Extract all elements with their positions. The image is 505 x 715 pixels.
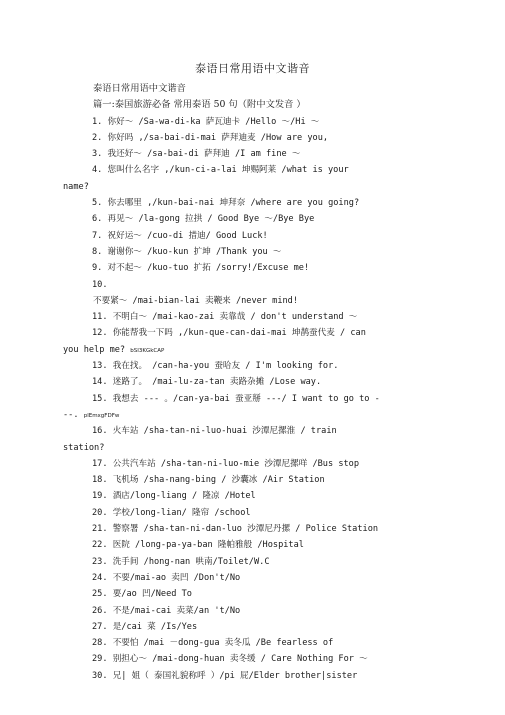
phrase-line-continued: name? [63, 181, 89, 192]
phrase-line: 19. 酒店/long-liang / 隆凉 /Hotel [92, 491, 256, 502]
phrase-line: 13. 我在找。 /can-ha-you 蚕哈友 / I'm looking for. [92, 361, 339, 372]
phrase-line: 21. 警察署 /sha-tan-ni-dan-luo 沙潭尼丹摞 / Police Station [92, 524, 379, 535]
phrase-line: 26. 不是/mai-cai 卖菜/an 't/No [92, 605, 241, 616]
phrase-line: 28. 不要怕 /mai －dong-gua 卖冬瓜 /Be fearless of [92, 638, 334, 649]
phrase-line: 12. 你能帮我一下吗 ,/kun-que-can-dai-mai 坤鹊蚕代麦 / can [92, 328, 366, 339]
document-title: 泰语日常用语中文谐音 [195, 62, 310, 75]
phrase-line: 6. 再见～ /la-gong 拉拱 / Good Bye ～/Bye Bye [92, 214, 315, 225]
phrase-line: 7. 祝好运～ /cuo-di 措迪/ Good Luck! [92, 230, 268, 241]
phrase-text: you help me? [63, 344, 131, 355]
phrase-line: 17. 公共汽车站 /sha-tan-ni-luo-mie 沙潭尼摞咩 /Bus stop [92, 458, 360, 469]
phrase-line: 18. 飞机场 /sha-nang-bing / 沙囊冰 /Air Station [92, 475, 325, 486]
phrase-line: 15. 我想去 --- 。/can-ya-bai 蚕亚掰 ---/ I want to go to - [92, 393, 380, 404]
phrase-line: 10. [92, 279, 108, 290]
phrase-line-continued: station? [63, 442, 105, 453]
document-subtitle: 泰语日常用语中文谐音 [93, 83, 186, 94]
phrase-line: 22. 医院 /long-pa-ya-ban 隆帕雅般 /Hospital [92, 540, 304, 551]
phrase-line-continued [63, 342, 501, 358]
phrase-line: 16. 火车站 /sha-tan-ni-luo-huai 沙潭尼摞淮 / train [92, 426, 337, 437]
phrase-line: 23. 洗手间 /hong-nan 哄南/Toilet/W.C [92, 556, 270, 567]
phrase-line: 14. 迷路了。 /mai-lu-za-tan 卖路杂摊 /Lose way. [92, 377, 322, 388]
section-heading: 篇一:泰国旅游必备 常用泰语 50 句（附中文发音 ） [93, 99, 306, 111]
phrase-line: 24. 不要/mai-ao 卖凹 /Don't/No [92, 572, 241, 583]
phrase-line: 4. 您叫什么名字 ,/kun-ci-a-lai 坤赐阿莱 /what is your [92, 165, 349, 176]
phrase-line: 11. 不明白～ /mai-kao-zai 卖靠哉 / don't understand ～ [92, 312, 358, 323]
phrase-line: 1. 你好～ /Sa-wa-di-ka 萨瓦迪卡 /Hello ～/Hi ～ [92, 116, 320, 127]
phrase-line: 29. 别担心～ /mai-dong-huan 卖冬缓 / Care Nothing For ～ [92, 654, 368, 665]
phrase-line: 27. 是/cai 菜 /Is/Yes [92, 621, 198, 632]
document-body [63, 81, 501, 684]
phrase-line: 30. 兄| 姐（ 泰国礼貌称呼 ）/pi 屁/Elder brother|sister [92, 670, 358, 681]
phrase-text: --. [63, 409, 84, 420]
watermark-text: bSI3KGkCAP [130, 347, 165, 354]
phrase-line: 5. 你去哪里 ,/kun-bai-nai 坤拜奈 /where are you going? [92, 198, 360, 209]
phrase-line: 25. 要/ao 凹/Need To [92, 589, 192, 600]
phrase-line: 9. 对不起～ /kuo-tuo 扩拓 /sorry!/Excuse me! [92, 263, 310, 274]
phrase-line: 20. 学校/long-lian/ 隆帘 /school [92, 507, 251, 518]
phrase-line: 2. 你好吗 ,/sa-bai-di-mai 萨拜迪麦 /How are you, [92, 132, 329, 143]
phrase-line-continued [63, 407, 501, 423]
phrase-line: 8. 谢谢你～ /kuo-kun 扩坤 /Thank you ～ [92, 246, 282, 257]
watermark-text: plEmxgFDFw [83, 412, 120, 419]
phrase-line: 3. 我还好～ /sa-bai-di 萨拜迪 /I am fine ～ [92, 149, 301, 160]
phrase-line: 不要紧～ /mai-bian-lai 卖鞭来 /never mind! [93, 295, 299, 306]
